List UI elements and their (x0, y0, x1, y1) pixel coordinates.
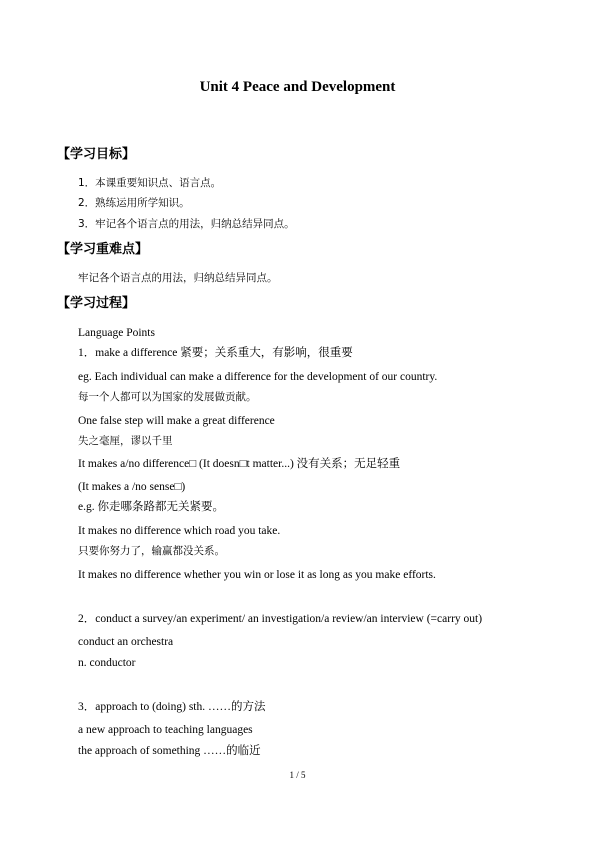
point-1-title: 1．make a difference 紧要；关系重大，有影响，很重要 (78, 347, 353, 359)
point-1-proverb-cn: 失之毫厘，谬以千里 (78, 435, 173, 447)
point-1-phrase: It makes a/no difference□ (It doesn□t matter...) 没有关系；无足轻重 (78, 458, 401, 470)
point-2-line-2: conduct an orchestra (78, 636, 174, 648)
objective-item-2: 2．熟练运用所学知识。 (78, 197, 190, 209)
key-points-text: 牢记各个语言点的用法，归纳总结异同点。 (78, 272, 278, 284)
objective-item-3: 3．牢记各个语言点的用法，归纳总结异同点。 (78, 218, 295, 230)
point-1-eg-cn-2: 只要你努力了，输赢都没关系。 (78, 545, 225, 557)
point-2-line-3: n. conductor (78, 657, 136, 669)
language-points-label: Language Points (78, 327, 155, 339)
point-3-title: 3．approach to (doing) sth. ……的方法 (78, 701, 266, 713)
objectives-heading: 【学习目标】 (57, 147, 136, 162)
point-1-phrase-alt: (It makes a /no sense□) (78, 481, 186, 493)
point-1-example-en: eg. Each individual can make a difference for the development of our country. (78, 371, 438, 383)
process-heading: 【学习过程】 (57, 296, 136, 311)
point-1-eg-en-1: It makes no difference which road you take. (78, 525, 281, 537)
point-1-proverb-en: One false step will make a great difference (78, 415, 275, 427)
point-1-eg-cn-1: e.g. 你走哪条路都无关紧要。 (78, 501, 224, 513)
page-number: 1 / 5 (289, 770, 306, 780)
key-points-heading: 【学习重难点】 (57, 242, 149, 257)
page-title: Unit 4 Peace and Development (199, 79, 396, 95)
objective-item-1: 1．本课重要知识点、语言点。 (78, 177, 222, 189)
point-1-example-cn: 每一个人都可以为国家的发展做贡献。 (78, 391, 257, 403)
point-1-eg-en-2: It makes no difference whether you win or lose it as long as you make efforts. (78, 569, 436, 581)
point-3-line-2: a new approach to teaching languages (78, 724, 253, 736)
point-3-line-3: the approach of something ……的临近 (78, 745, 261, 757)
point-2-title: 2．conduct a survey/an experiment/ an investigation/a review/an interview (=carry out) (78, 613, 483, 625)
